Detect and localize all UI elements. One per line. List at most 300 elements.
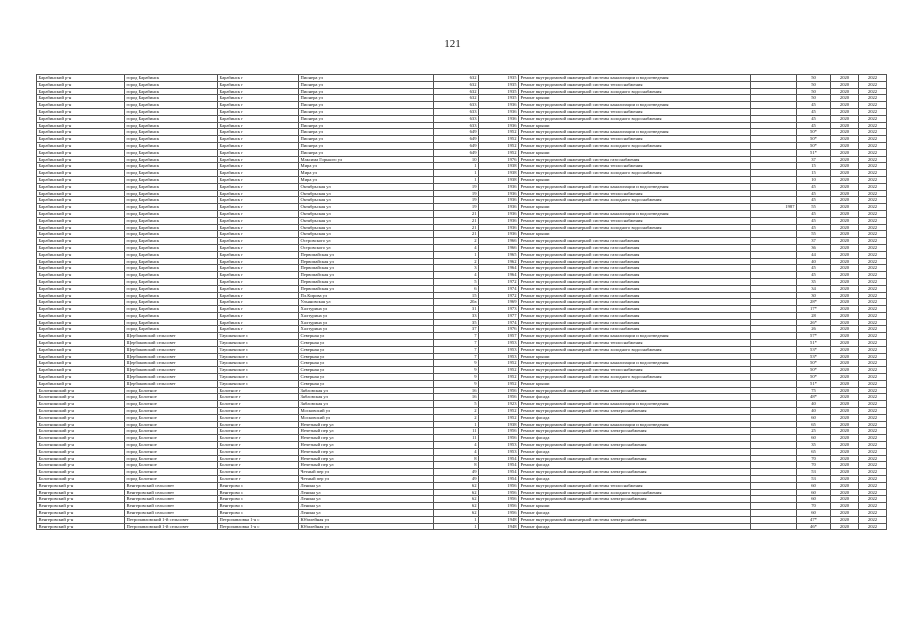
work-type-cell: Ремонт крыши	[519, 122, 751, 129]
start-year-cell: 2020	[831, 496, 859, 503]
municipality-cell: город Болотное	[125, 394, 218, 401]
end-year-cell: 2022	[859, 367, 887, 374]
end-year-cell: 2022	[859, 244, 887, 251]
table-row	[37, 75, 887, 82]
locality-cell: Барабинск г	[218, 306, 299, 313]
wear-percent-cell: 50*	[797, 367, 831, 374]
house-number-cell: 9	[434, 360, 479, 367]
note-cell	[751, 340, 797, 347]
build-year-cell: 1964	[479, 265, 519, 272]
locality-cell: Барабинск г	[218, 258, 299, 265]
end-year-cell: 2022	[859, 428, 887, 435]
work-type-cell: Ремонт внутридомовой инженерной системы газоснабжения	[519, 306, 751, 313]
municipality-cell: город Барабинск	[125, 258, 218, 265]
house-number-cell: 1	[434, 421, 479, 428]
municipality-cell: Петропавловский 1-й сельсовет	[125, 516, 218, 523]
table-row	[37, 299, 887, 306]
street-cell: Халтурина ул	[299, 312, 434, 319]
municipality-cell: город Барабинск	[125, 197, 218, 204]
note-cell	[751, 136, 797, 143]
locality-cell: Барабинск г	[218, 75, 299, 82]
start-year-cell: 2020	[831, 204, 859, 211]
wear-percent-cell: 70	[797, 462, 831, 469]
note-cell	[751, 95, 797, 102]
house-number-cell: 632	[434, 81, 479, 88]
wear-percent-cell: 60	[797, 489, 831, 496]
street-cell: Четный пер ул	[299, 476, 434, 483]
table-row	[37, 231, 887, 238]
street-cell: Первомайская ул	[299, 258, 434, 265]
wear-percent-cell: 37	[797, 156, 831, 163]
build-year-cell: 1935	[479, 95, 519, 102]
municipality-cell: город Барабинск	[125, 136, 218, 143]
start-year-cell: 2020	[831, 408, 859, 415]
note-cell	[751, 108, 797, 115]
district-cell: Болотнинский р-н	[37, 469, 125, 476]
work-type-cell: Ремонт внутридомовой инженерной системы теплоснабжения	[519, 136, 751, 143]
wear-percent-cell: 70	[797, 455, 831, 462]
start-year-cell: 2020	[831, 442, 859, 449]
note-cell	[751, 210, 797, 217]
municipality-cell: город Барабинск	[125, 176, 218, 183]
street-cell: Мира ул	[299, 170, 434, 177]
wear-percent-cell: 30	[797, 292, 831, 299]
district-cell: Барабинский р-н	[37, 149, 125, 156]
table-row	[37, 292, 887, 299]
locality-cell: Болотное г	[218, 455, 299, 462]
municipality-cell: город Барабинск	[125, 272, 218, 279]
table-row	[37, 183, 887, 190]
work-type-cell: Ремонт внутридомовой инженерной системы теплоснабжения	[519, 340, 751, 347]
end-year-cell: 2022	[859, 353, 887, 360]
district-cell: Болотнинский р-н	[37, 394, 125, 401]
wear-percent-cell: 45	[797, 272, 831, 279]
wear-percent-cell: 35	[797, 278, 831, 285]
municipality-cell: город Барабинск	[125, 312, 218, 319]
street-cell: Пионера ул	[299, 95, 434, 102]
note-cell	[751, 75, 797, 82]
district-cell: Барабинский р-н	[37, 142, 125, 149]
locality-cell: Барабинск г	[218, 292, 299, 299]
wear-percent-cell: 35	[797, 442, 831, 449]
end-year-cell: 2022	[859, 265, 887, 272]
district-cell: Барабинский р-н	[37, 102, 125, 109]
build-year-cell: 1936	[479, 115, 519, 122]
municipality-cell: Венгеровский сельсовет	[125, 482, 218, 489]
house-number-cell: 20а	[434, 299, 479, 306]
table-row	[37, 210, 887, 217]
end-year-cell: 2022	[859, 408, 887, 415]
table-row	[37, 149, 887, 156]
end-year-cell: 2022	[859, 380, 887, 387]
work-type-cell: Ремонт внутридомовой инженерной системы газоснабжения	[519, 319, 751, 326]
note-cell	[751, 442, 797, 449]
table-row	[37, 122, 887, 129]
start-year-cell: 2020	[831, 435, 859, 442]
district-cell: Венгеровский р-н	[37, 496, 125, 503]
start-year-cell: 2020	[831, 278, 859, 285]
build-year-cell: 1956	[479, 435, 519, 442]
build-year-cell: 1953	[479, 442, 519, 449]
wear-percent-cell: 57*	[797, 333, 831, 340]
district-cell: Барабинский р-н	[37, 285, 125, 292]
house-number-cell: 7	[434, 340, 479, 347]
note-cell	[751, 387, 797, 394]
district-cell: Болотнинский р-н	[37, 435, 125, 442]
wear-percent-cell: 50	[797, 95, 831, 102]
work-type-cell: Ремонт внутридомовой инженерной системы газоснабжения	[519, 326, 751, 333]
table-row	[37, 265, 887, 272]
district-cell: Барабинский р-н	[37, 88, 125, 95]
work-type-cell: Ремонт фасада	[519, 462, 751, 469]
start-year-cell: 2020	[831, 115, 859, 122]
house-number-cell: 9	[434, 380, 479, 387]
end-year-cell: 2022	[859, 455, 887, 462]
district-cell: Барабинский р-н	[37, 163, 125, 170]
start-year-cell: 2020	[831, 170, 859, 177]
note-cell	[751, 496, 797, 503]
wear-percent-cell: 65	[797, 421, 831, 428]
note-cell	[751, 333, 797, 340]
street-cell: Ленина ул	[299, 496, 434, 503]
district-cell: Венгеровский р-н	[37, 523, 125, 530]
municipality-cell: город Барабинск	[125, 217, 218, 224]
note-cell	[751, 462, 797, 469]
district-cell: Болотнинский р-н	[37, 442, 125, 449]
locality-cell: Таушкенское с	[218, 333, 299, 340]
table-row	[37, 496, 887, 503]
locality-cell: Барабинск г	[218, 95, 299, 102]
municipality-cell: город Болотное	[125, 387, 218, 394]
note-cell	[751, 367, 797, 374]
wear-percent-cell: 53*	[797, 353, 831, 360]
municipality-cell: город Барабинск	[125, 108, 218, 115]
note-cell	[751, 285, 797, 292]
wear-percent-cell: 45	[797, 108, 831, 115]
district-cell: Барабинский р-н	[37, 278, 125, 285]
note-cell	[751, 510, 797, 517]
end-year-cell: 2022	[859, 108, 887, 115]
street-cell: Октябрьская ул	[299, 210, 434, 217]
wear-percent-cell: 26	[797, 326, 831, 333]
district-cell: Болотнинский р-н	[37, 448, 125, 455]
work-type-cell: Ремонт внутридомовой инженерной системы газоснабжения	[519, 278, 751, 285]
municipality-cell: город Барабинск	[125, 156, 218, 163]
table-row	[37, 251, 887, 258]
house-number-cell: 1	[434, 251, 479, 258]
end-year-cell: 2022	[859, 435, 887, 442]
municipality-cell: Щербаковский сельсовет	[125, 380, 218, 387]
start-year-cell: 2020	[831, 312, 859, 319]
district-cell: Барабинский р-н	[37, 265, 125, 272]
locality-cell: Венгерово с	[218, 510, 299, 517]
house-number-cell: 649	[434, 149, 479, 156]
note-cell	[751, 455, 797, 462]
table-row	[37, 88, 887, 95]
end-year-cell: 2022	[859, 469, 887, 476]
locality-cell: Таушкенское с	[218, 346, 299, 353]
municipality-cell: город Болотное	[125, 462, 218, 469]
house-number-cell: 11	[434, 435, 479, 442]
municipality-cell: Венгеровский сельсовет	[125, 496, 218, 503]
end-year-cell: 2022	[859, 448, 887, 455]
district-cell: Барабинский р-н	[37, 136, 125, 143]
house-number-cell: 7	[434, 333, 479, 340]
table-row	[37, 81, 887, 88]
street-cell: Пионера ул	[299, 115, 434, 122]
house-number-cell: 6	[434, 285, 479, 292]
street-cell: Ленина ул	[299, 503, 434, 510]
district-cell: Барабинский р-н	[37, 224, 125, 231]
end-year-cell: 2022	[859, 278, 887, 285]
district-cell: Болотнинский р-н	[37, 428, 125, 435]
municipality-cell: город Барабинск	[125, 265, 218, 272]
start-year-cell: 2020	[831, 489, 859, 496]
district-cell: Барабинский р-н	[37, 374, 125, 381]
build-year-cell: 1953	[479, 353, 519, 360]
note-cell	[751, 448, 797, 455]
locality-cell: Барабинск г	[218, 163, 299, 170]
work-type-cell: Ремонт внутридомовой инженерной системы канализации и водоотведения	[519, 102, 751, 109]
build-year-cell: 1952	[479, 374, 519, 381]
locality-cell: Болотное г	[218, 394, 299, 401]
end-year-cell: 2022	[859, 333, 887, 340]
note-cell	[751, 156, 797, 163]
work-type-cell: Ремонт внутридомовой инженерной системы холодного водоснабжения	[519, 142, 751, 149]
note-cell	[751, 360, 797, 367]
wear-percent-cell: 65	[797, 448, 831, 455]
street-cell: Северная ул	[299, 380, 434, 387]
municipality-cell: город Барабинск	[125, 163, 218, 170]
street-cell: Ульяновская ул	[299, 299, 434, 306]
wear-percent-cell: 50*	[797, 374, 831, 381]
end-year-cell: 2022	[859, 251, 887, 258]
work-type-cell: Ремонт внутридомовой инженерной системы газоснабжения	[519, 251, 751, 258]
wear-percent-cell: 60	[797, 414, 831, 421]
locality-cell: Болотное г	[218, 421, 299, 428]
district-cell: Барабинский р-н	[37, 204, 125, 211]
start-year-cell: 2020	[831, 176, 859, 183]
start-year-cell: 2020	[831, 258, 859, 265]
build-year-cell: 1977	[479, 312, 519, 319]
start-year-cell: 2020	[831, 367, 859, 374]
district-cell: Венгеровский р-н	[37, 489, 125, 496]
locality-cell: Таушкенское с	[218, 380, 299, 387]
house-number-cell: 21	[434, 210, 479, 217]
wear-percent-cell: 45	[797, 217, 831, 224]
end-year-cell: 2022	[859, 88, 887, 95]
table-row	[37, 503, 887, 510]
end-year-cell: 2022	[859, 238, 887, 245]
street-cell: Ленина ул	[299, 510, 434, 517]
locality-cell: Барабинск г	[218, 190, 299, 197]
table-row	[37, 455, 887, 462]
note-cell	[751, 380, 797, 387]
work-type-cell: Ремонт крыши	[519, 95, 751, 102]
end-year-cell: 2022	[859, 319, 887, 326]
start-year-cell: 2020	[831, 210, 859, 217]
note-cell	[751, 244, 797, 251]
house-number-cell: 2	[434, 408, 479, 415]
street-cell: Октябрьская ул	[299, 231, 434, 238]
locality-cell: Барабинск г	[218, 81, 299, 88]
end-year-cell: 2022	[859, 482, 887, 489]
work-type-cell: Ремонт внутридомовой инженерной системы газоснабжения	[519, 299, 751, 306]
house-number-cell: 2	[434, 258, 479, 265]
wear-percent-cell: 17*	[797, 306, 831, 313]
note-cell	[751, 272, 797, 279]
district-cell: Барабинский р-н	[37, 81, 125, 88]
district-cell: Барабинский р-н	[37, 319, 125, 326]
municipality-cell: Щербаковский сельсовет	[125, 333, 218, 340]
build-year-cell: 1938	[479, 421, 519, 428]
wear-percent-cell: 45	[797, 224, 831, 231]
wear-percent-cell: 36	[797, 244, 831, 251]
start-year-cell: 2020	[831, 190, 859, 197]
house-number-cell: 9	[434, 367, 479, 374]
district-cell: Барабинский р-н	[37, 210, 125, 217]
end-year-cell: 2022	[859, 292, 887, 299]
municipality-cell: город Барабинск	[125, 251, 218, 258]
start-year-cell: 2020	[831, 156, 859, 163]
municipality-cell: город Барабинск	[125, 142, 218, 149]
house-number-cell: 4	[434, 442, 479, 449]
note-cell	[751, 102, 797, 109]
house-number-cell: 37	[434, 326, 479, 333]
note-cell	[751, 217, 797, 224]
start-year-cell: 2020	[831, 503, 859, 510]
table-row	[37, 176, 887, 183]
municipality-cell: город Болотное	[125, 455, 218, 462]
locality-cell: Таушкенское с	[218, 374, 299, 381]
municipality-cell: город Барабинск	[125, 326, 218, 333]
street-cell: Первомайская ул	[299, 278, 434, 285]
note-cell	[751, 81, 797, 88]
street-cell: Октябрьская ул	[299, 204, 434, 211]
build-year-cell: 1936	[479, 197, 519, 204]
work-type-cell: Ремонт внутридомовой инженерной системы теплоснабжения	[519, 190, 751, 197]
build-year-cell: 1952	[479, 380, 519, 387]
note-cell	[751, 129, 797, 136]
build-year-cell: 1953	[479, 346, 519, 353]
wear-percent-cell: 50	[797, 81, 831, 88]
table-row	[37, 387, 887, 394]
street-cell: Северная ул	[299, 353, 434, 360]
build-year-cell: 1936	[479, 224, 519, 231]
locality-cell: Барабинск г	[218, 108, 299, 115]
end-year-cell: 2022	[859, 476, 887, 483]
end-year-cell: 2022	[859, 142, 887, 149]
house-number-cell: 1	[434, 523, 479, 530]
locality-cell: Барабинск г	[218, 272, 299, 279]
street-cell: Северная ул	[299, 374, 434, 381]
start-year-cell: 2020	[831, 319, 859, 326]
wear-percent-cell: 10	[797, 176, 831, 183]
municipality-cell: город Болотное	[125, 421, 218, 428]
start-year-cell: 2020	[831, 462, 859, 469]
municipality-cell: город Барабинск	[125, 319, 218, 326]
house-number-cell: 633	[434, 102, 479, 109]
district-cell: Барабинский р-н	[37, 353, 125, 360]
note-cell	[751, 516, 797, 523]
end-year-cell: 2022	[859, 224, 887, 231]
work-type-cell: Ремонт внутридомовой инженерной системы канализации и водоотведения	[519, 75, 751, 82]
work-type-cell: Ремонт крыши	[519, 231, 751, 238]
wear-percent-cell: 28*	[797, 299, 831, 306]
table-row	[37, 401, 887, 408]
house-number-cell: 9	[434, 374, 479, 381]
table-row	[37, 462, 887, 469]
work-type-cell: Ремонт внутридомовой инженерной системы электроснабжения	[519, 516, 751, 523]
street-cell: Первомайская ул	[299, 251, 434, 258]
table-row	[37, 510, 887, 517]
street-cell: Пионера ул	[299, 142, 434, 149]
municipality-cell: Щербаковский сельсовет	[125, 346, 218, 353]
end-year-cell: 2022	[859, 115, 887, 122]
note-cell	[751, 523, 797, 530]
start-year-cell: 2020	[831, 217, 859, 224]
municipality-cell: Венгеровский сельсовет	[125, 510, 218, 517]
municipality-cell: город Болотное	[125, 469, 218, 476]
locality-cell: Барабинск г	[218, 244, 299, 251]
note-cell	[751, 326, 797, 333]
locality-cell: Болотное г	[218, 469, 299, 476]
district-cell: Барабинский р-н	[37, 244, 125, 251]
municipality-cell: город Барабинск	[125, 224, 218, 231]
house-number-cell: 633	[434, 115, 479, 122]
municipality-cell: город Барабинск	[125, 210, 218, 217]
house-number-cell: 5	[434, 401, 479, 408]
street-cell: Октябрьская ул	[299, 217, 434, 224]
note-cell	[751, 428, 797, 435]
municipality-cell: город Барабинск	[125, 190, 218, 197]
start-year-cell: 2020	[831, 299, 859, 306]
district-cell: Барабинский р-н	[37, 326, 125, 333]
table-row	[37, 204, 887, 211]
house-number-cell: 49	[434, 469, 479, 476]
wear-percent-cell: 51*	[797, 340, 831, 347]
street-cell: Нечетный пер ул	[299, 442, 434, 449]
locality-cell: Петропавловка 1-я с	[218, 523, 299, 530]
municipality-cell: город Барабинск	[125, 149, 218, 156]
build-year-cell: 1952	[479, 408, 519, 415]
work-type-cell: Ремонт внутридомовой инженерной системы газоснабжения	[519, 258, 751, 265]
street-cell: Северная ул	[299, 360, 434, 367]
house-number-cell: 15	[434, 292, 479, 299]
note-cell	[751, 374, 797, 381]
wear-percent-cell: 34	[797, 285, 831, 292]
wear-percent-cell: 40	[797, 258, 831, 265]
build-year-cell: 1972	[479, 278, 519, 285]
street-cell: Северная ул	[299, 333, 434, 340]
street-cell: Юбилейная ул	[299, 523, 434, 530]
work-type-cell: Ремонт фасада	[519, 414, 751, 421]
locality-cell: Барабинск г	[218, 217, 299, 224]
house-number-cell: 11	[434, 428, 479, 435]
municipality-cell: город Болотное	[125, 442, 218, 449]
table-row	[37, 482, 887, 489]
wear-percent-cell: 70	[797, 503, 831, 510]
end-year-cell: 2022	[859, 102, 887, 109]
table-row	[37, 217, 887, 224]
note-cell: 1987	[751, 204, 797, 211]
municipality-cell: Щербаковский сельсовет	[125, 374, 218, 381]
locality-cell: Таушкенское с	[218, 353, 299, 360]
house-number-cell: 10	[434, 156, 479, 163]
table-row	[37, 469, 887, 476]
work-type-cell: Ремонт внутридомовой инженерной системы газоснабжения	[519, 265, 751, 272]
district-cell: Барабинский р-н	[37, 170, 125, 177]
